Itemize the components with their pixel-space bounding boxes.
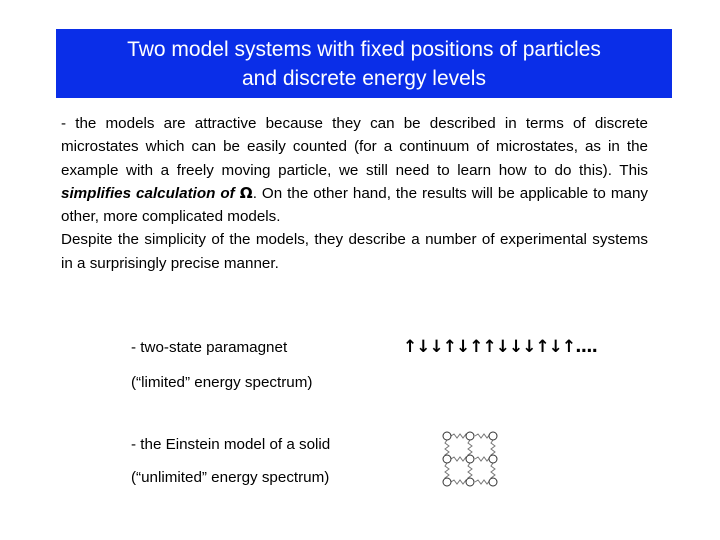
atom xyxy=(489,478,497,486)
title-line-2: and discrete energy levels xyxy=(242,67,486,90)
title-line-1: Two model systems with fixed positions of particles xyxy=(127,38,601,61)
emphasis-words: simplifies calculation of xyxy=(61,184,235,202)
paragraph-2: Despite the simplicity of the models, they describe a number of experimental systems in a surprisingly precise manner. xyxy=(61,231,648,272)
spin-arrows: ↑↓↓↑↓↑↑↓↓↓↑↓↑.... xyxy=(403,337,598,357)
paragraph-1 xyxy=(61,112,648,228)
omega-symbol: Ω xyxy=(239,183,253,202)
item-einstein-label: - the Einstein model of a solid xyxy=(131,436,331,453)
lattice-diagram xyxy=(438,427,502,491)
body-text xyxy=(61,112,648,275)
lattice-atoms xyxy=(443,432,497,486)
item-paramagnet-label: - two-state paramagnet xyxy=(131,339,288,356)
atom xyxy=(489,432,497,440)
item-paramagnet-sub: (“limited” energy spectrum) xyxy=(131,374,313,391)
atom xyxy=(443,432,451,440)
atom xyxy=(489,455,497,463)
emphasis-text xyxy=(61,185,253,202)
atom xyxy=(466,455,474,463)
paragraph-1-end: . On the other hand, the results will be applicable to many other, more complicated models. xyxy=(61,184,648,226)
paragraph-1-start: - the models are attractive because they can be described in terms of discrete microstates which can be easily counted (for a continuum of microstates, as in the example with a freely moving particle, we still need to learn how to do this). This xyxy=(61,115,648,179)
slide-title xyxy=(56,29,672,98)
atom xyxy=(466,478,474,486)
atom xyxy=(443,478,451,486)
item-einstein-sub: (“unlimited” energy spectrum) xyxy=(131,469,330,486)
atom xyxy=(443,455,451,463)
atom xyxy=(466,432,474,440)
